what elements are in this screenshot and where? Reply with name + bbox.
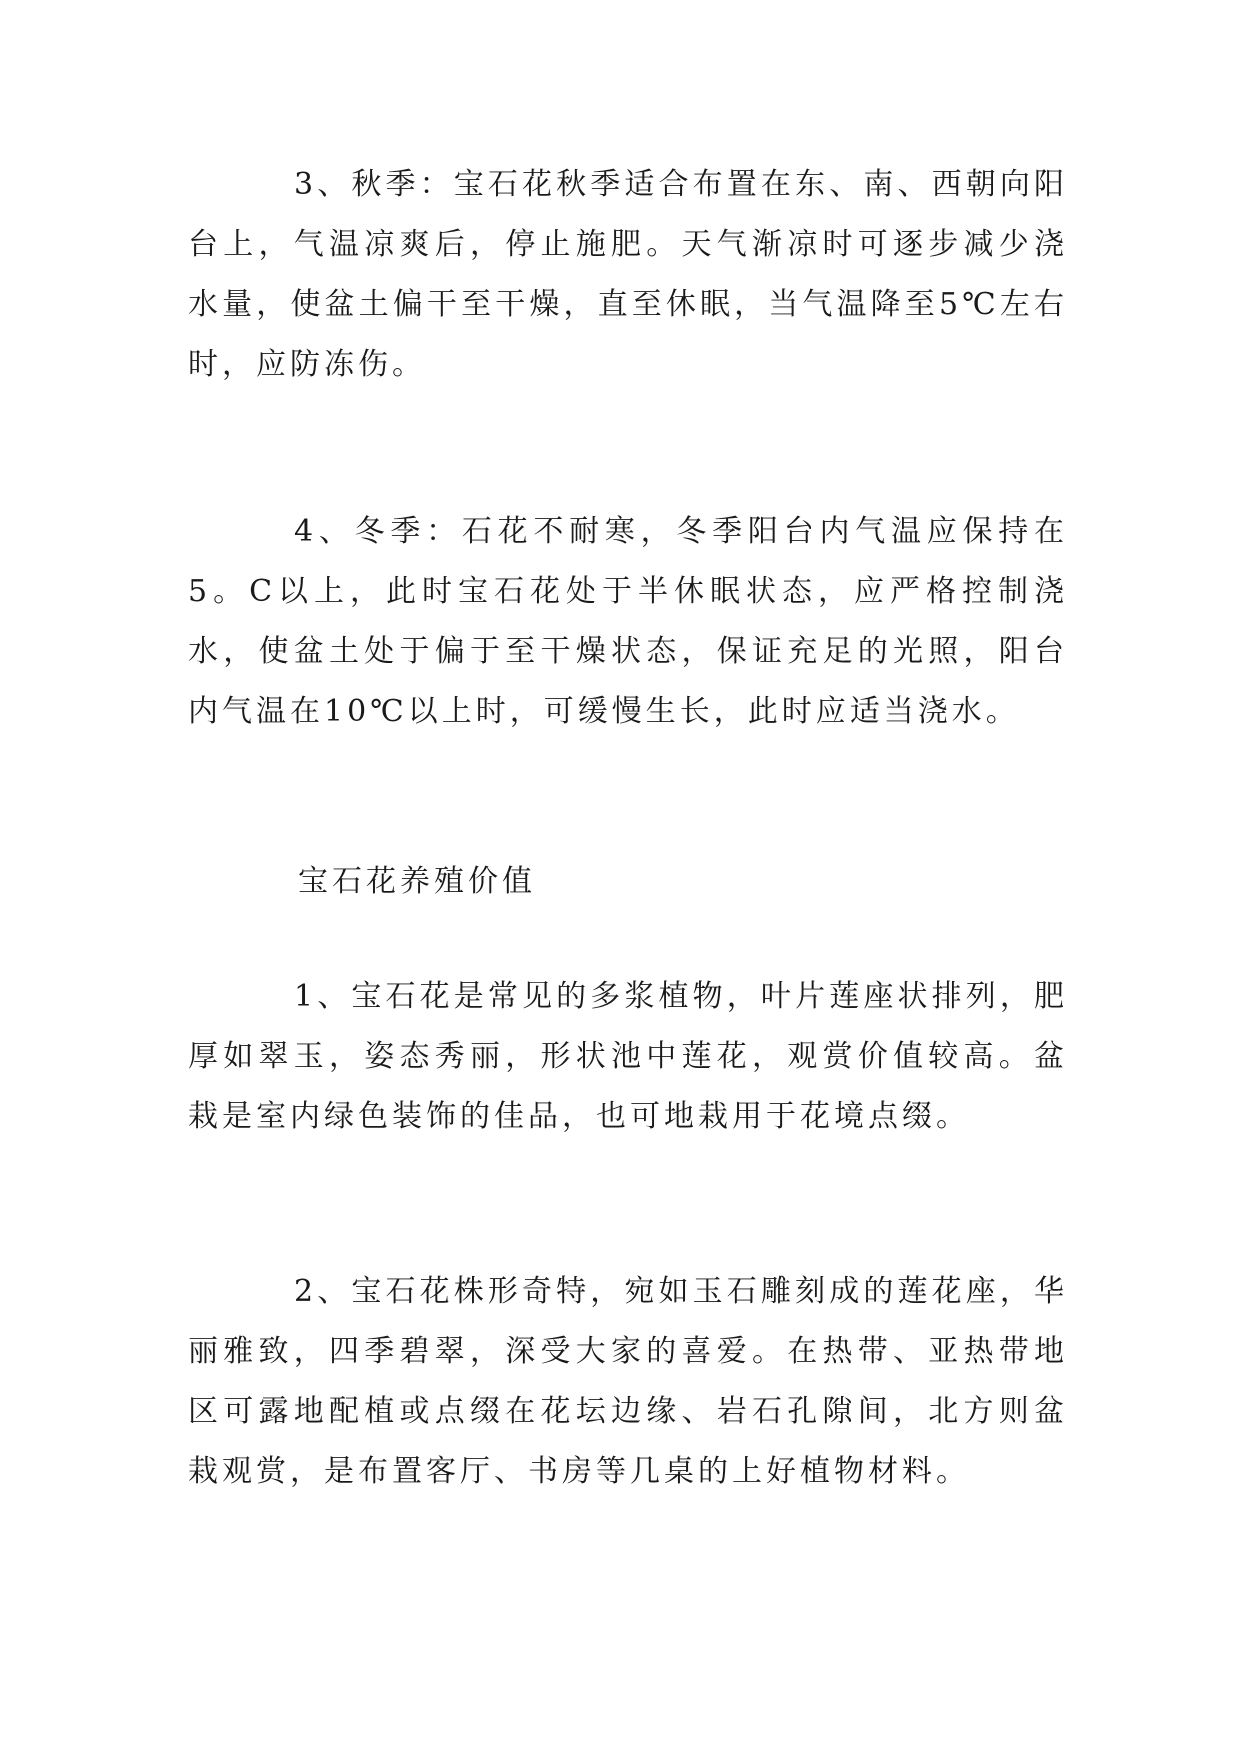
paragraph-value-2: 2、宝石花株形奇特，宛如玉石雕刻成的莲花座，华丽雅致，四季碧翠，深受大家的喜爱。在热带、亚热带地区可露地配植或点缀在花坛边缘、岩石孔隙间，北方则盆栽观赏，是布置客厅、书房等几桌的上好植物材料。: [188, 1274, 1068, 1489]
paragraph-autumn: 3、秋季：宝石花秋季适合布置在东、南、西朝向阳台上，气温凉爽后，停止施肥。天气渐凉时可逐步减少浇水量，使盆土偏干至干燥，直至休眠，当气温降至5℃左右时，应防冻伤。: [188, 167, 1068, 382]
section-heading: 宝石花养殖价值: [298, 864, 536, 899]
paragraph-winter: 4、冬季：石花不耐寒，冬季阳台内气温应保持在5。C以上，此时宝石花处于半休眠状态，应严格控制浇水，使盆土处于偏于至干燥状态，保证充足的光照，阳台内气温在10℃以上时，可缓慢生长，此时应适当浇水。: [188, 514, 1068, 729]
paragraph-value-1: 1、宝石花是常见的多浆植物，叶片莲座状排列，肥厚如翠玉，姿态秀丽，形状池中莲花，观赏价值较高。盆栽是室内绿色装饰的佳品，也可地栽用于花境点缀。: [188, 979, 1068, 1134]
